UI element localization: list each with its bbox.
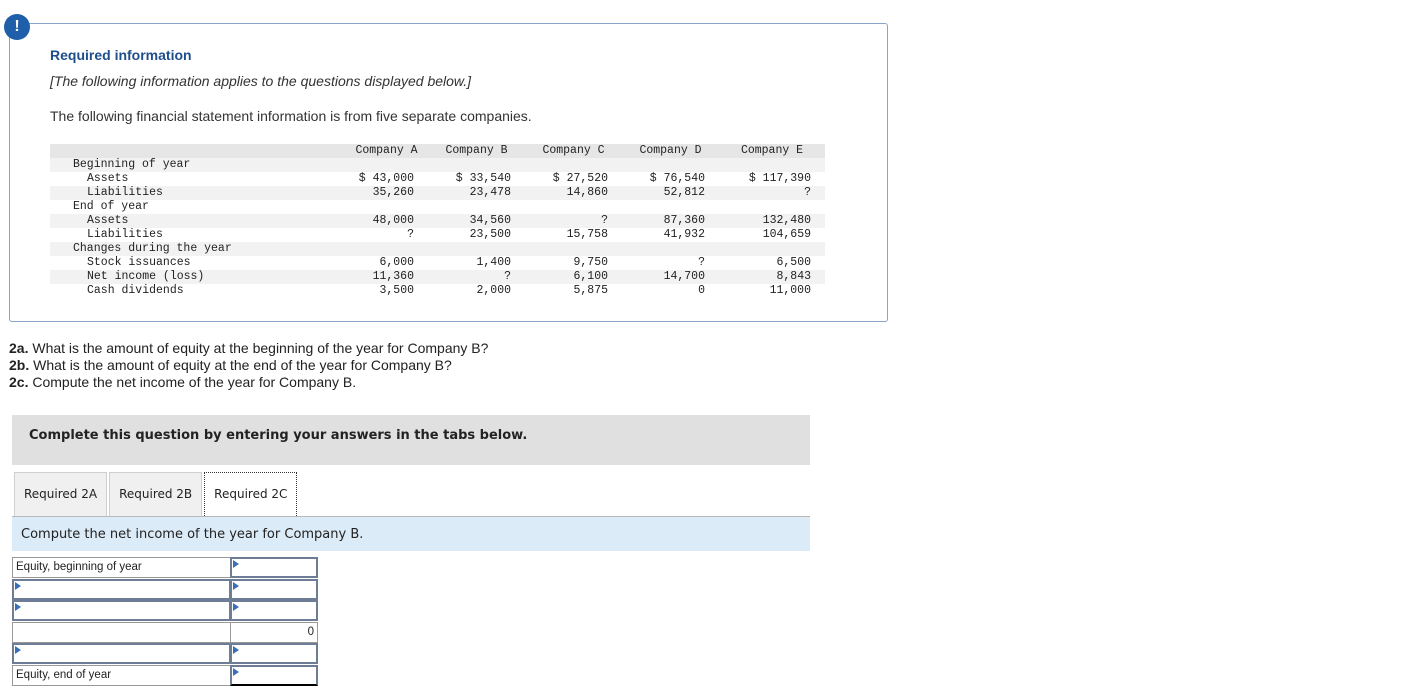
answer-label <box>12 665 231 686</box>
intro-text: The following financial statement information is from five separate companies. <box>50 108 532 124</box>
table-row <box>50 228 825 242</box>
row-label: Assets <box>87 172 129 185</box>
input-marker-icon <box>233 668 239 676</box>
answer-amount-input[interactable] <box>230 643 318 664</box>
question-2b: 2b. What is the amount of equity at the end of the year for Company B? <box>9 357 452 373</box>
answer-label-input[interactable] <box>12 600 231 621</box>
question-2a: 2a. What is the amount of equity at the beginning of the year for Company B? <box>9 340 489 356</box>
dropdown-marker-icon <box>15 646 21 654</box>
cell-value: 6,500 <box>776 256 811 269</box>
table-row <box>50 172 825 186</box>
tab-required-2a[interactable]: Required 2A <box>14 472 107 516</box>
cell-value: 48,000 <box>345 214 428 228</box>
row-label: Changes during the year <box>50 242 345 256</box>
cell-value <box>525 158 622 172</box>
cell-value <box>622 200 719 214</box>
answer-amount-text: 0 <box>307 625 314 638</box>
answer-label-input[interactable] <box>12 579 231 600</box>
alert-icon: ! <box>4 14 30 40</box>
cell-value: 52,812 <box>622 186 719 200</box>
row-label: Liabilities <box>87 228 163 241</box>
answer-label-text: Equity, end of year <box>16 668 112 681</box>
answer-amount-input[interactable] <box>230 600 318 621</box>
answer-label <box>12 622 231 643</box>
cell-value: 104,659 <box>762 228 811 241</box>
cell-value: 132,480 <box>719 214 825 228</box>
cell-value <box>525 200 622 214</box>
cell-value: $ 76,540 <box>649 172 705 185</box>
tab-required-2b[interactable]: Required 2B <box>109 472 202 516</box>
cell-value: $ 33,540 <box>455 172 511 185</box>
cell-value <box>345 200 428 214</box>
answer-amount-input[interactable] <box>230 579 318 600</box>
cell-value <box>428 200 525 214</box>
answer-label-text: Equity, beginning of year <box>16 561 142 573</box>
tab-required-2c[interactable]: Required 2C <box>204 472 297 516</box>
cell-value: 11,000 <box>769 284 811 297</box>
answer-amount-input[interactable] <box>230 665 318 686</box>
cell-value <box>719 242 825 256</box>
input-marker-icon <box>233 582 239 590</box>
financial-data-table <box>50 144 825 298</box>
answer-amount <box>230 622 318 643</box>
header-company-e: Company E <box>719 144 825 158</box>
header-company-b: Company B <box>428 144 525 158</box>
cell-value: ? <box>698 256 705 269</box>
row-label: Assets <box>50 214 345 228</box>
table-row <box>50 186 825 200</box>
cell-value <box>428 158 525 172</box>
cell-value: 14,860 <box>525 186 622 200</box>
cell-value: 23,478 <box>428 186 525 200</box>
cell-value <box>428 242 525 256</box>
cell-value: 2,000 <box>476 284 511 297</box>
question-prompt: Compute the net income of the year for Company B. <box>12 517 810 551</box>
cell-value <box>345 242 428 256</box>
table-row <box>50 214 825 228</box>
row-label: Net income (loss) <box>50 270 345 284</box>
cell-value: 9,750 <box>573 256 608 269</box>
answer-amount-input[interactable] <box>230 557 318 578</box>
cell-value: 87,360 <box>622 214 719 228</box>
required-information-title: Required information <box>50 47 192 63</box>
cell-value: 6,000 <box>379 256 414 269</box>
table-row <box>50 200 825 214</box>
answer-tabs <box>14 472 297 516</box>
cell-value <box>525 242 622 256</box>
header-company-d: Company D <box>622 144 719 158</box>
cell-value: 41,932 <box>663 228 705 241</box>
answer-label <box>12 557 231 578</box>
header-company-a: Company A <box>345 144 428 158</box>
input-marker-icon <box>233 646 239 654</box>
input-marker-icon <box>233 560 239 568</box>
cell-value: ? <box>525 214 622 228</box>
questions-block <box>9 340 488 391</box>
table-row <box>50 158 825 172</box>
cell-value: 8,843 <box>719 270 825 284</box>
header-blank <box>50 144 345 158</box>
cell-value <box>719 200 825 214</box>
dropdown-marker-icon <box>15 603 21 611</box>
answer-label-input[interactable] <box>12 643 231 664</box>
applies-note: [The following information applies to the questions displayed below.] <box>50 73 472 89</box>
cell-value: 23,500 <box>469 228 511 241</box>
cell-value: $ 117,390 <box>748 172 811 185</box>
cell-value <box>622 158 719 172</box>
cell-value: ? <box>407 228 414 241</box>
table-row <box>50 270 825 284</box>
cell-value <box>622 242 719 256</box>
cell-value <box>719 158 825 172</box>
row-label: End of year <box>73 200 149 213</box>
cell-value: 3,500 <box>379 284 414 297</box>
input-marker-icon <box>233 603 239 611</box>
table-row <box>50 256 825 270</box>
cell-value: 1,400 <box>476 256 511 269</box>
cell-value: 5,875 <box>573 284 608 297</box>
row-label: Cash dividends <box>87 284 184 297</box>
cell-value: 35,260 <box>345 186 428 200</box>
required-information-panel <box>9 23 888 322</box>
cell-value: 15,758 <box>566 228 608 241</box>
cell-value <box>345 158 428 172</box>
table-row <box>50 242 825 256</box>
cell-value: 14,700 <box>622 270 719 284</box>
dropdown-marker-icon <box>15 582 21 590</box>
row-label: Beginning of year <box>50 158 345 172</box>
row-label: Liabilities <box>50 186 345 200</box>
row-label: Stock issuances <box>87 256 191 269</box>
cell-value: $ 43,000 <box>358 172 414 185</box>
question-2c: 2c. Compute the net income of the year for Company B. <box>9 374 357 390</box>
table-row <box>50 284 825 298</box>
cell-value: 0 <box>698 284 705 297</box>
header-company-c: Company C <box>525 144 622 158</box>
cell-value: 6,100 <box>525 270 622 284</box>
complete-question-bar: Complete this question by entering your answers in the tabs below. <box>12 415 810 465</box>
cell-value: 11,360 <box>345 270 428 284</box>
cell-value: ? <box>428 270 525 284</box>
cell-value: 34,560 <box>428 214 525 228</box>
cell-value: $ 27,520 <box>552 172 608 185</box>
cell-value: ? <box>719 186 825 200</box>
